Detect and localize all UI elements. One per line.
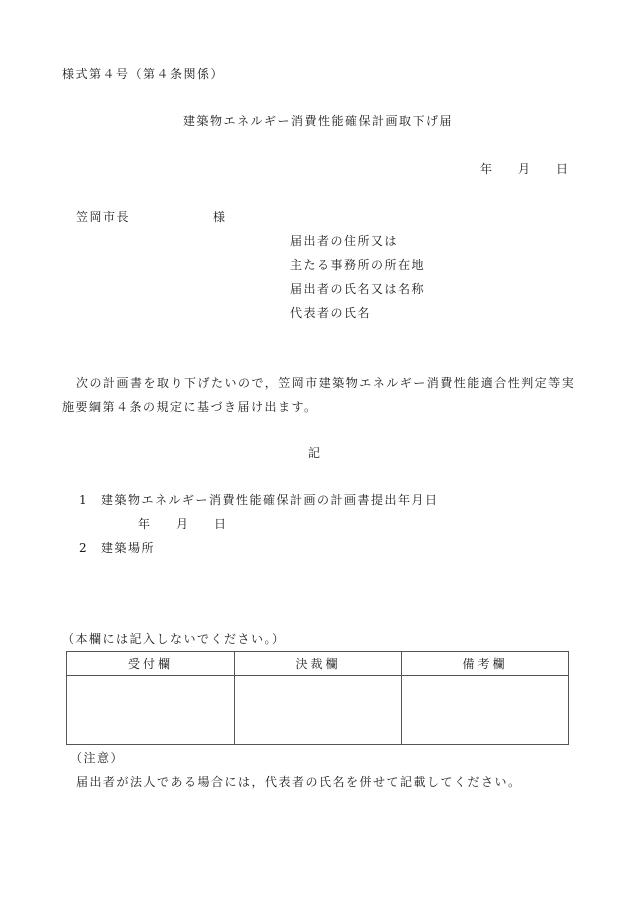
date-month: 月 [518, 162, 531, 176]
addressee-honorific: 様 [213, 210, 226, 224]
date-day: 日 [556, 162, 569, 176]
cell-reception [67, 676, 235, 745]
applicant-name-label: 届出者の氏名又は名称 [290, 282, 426, 296]
item-1-number: 1 [79, 493, 87, 507]
office-use-table [66, 651, 569, 745]
item-1-day: 日 [214, 517, 227, 531]
table-row [67, 676, 569, 745]
applicant-address-label: 届出者の住所又は [290, 234, 399, 248]
header-approval: 決裁欄 [235, 652, 402, 676]
caution-heading: （注意） [70, 751, 125, 765]
table-header-row [67, 652, 569, 676]
item-2-number: 2 [79, 541, 87, 555]
body-line-2: 施要綱第４条の規定に基づき届け出ます。 [62, 400, 318, 414]
cell-remarks [402, 676, 569, 745]
representative-name-label: 代表者の氏名 [290, 306, 372, 320]
office-use-note: （本欄には記入しないでください。） [62, 632, 286, 646]
date-year: 年 [480, 162, 493, 176]
item-2-label: 建築場所 [101, 541, 156, 555]
header-remarks: 備考欄 [402, 652, 569, 676]
body-line-1: 次の計画書を取り下げたいので，笠岡市建築物エネルギー消費性能適合性判定等実 [76, 376, 576, 390]
item-1-label: 建築物エネルギー消費性能確保計画の計画書提出年月日 [101, 493, 439, 507]
item-1-month: 月 [176, 517, 189, 531]
ki-heading: 記 [308, 446, 321, 460]
item-1-year: 年 [138, 517, 151, 531]
form-number: 様式第４号（第４条関係） [62, 67, 225, 81]
cell-approval [235, 676, 402, 745]
document-title: 建築物エネルギー消費性能確保計画取下げ届 [183, 114, 454, 128]
header-reception: 受付欄 [67, 652, 235, 676]
applicant-office-label: 主たる事務所の所在地 [290, 258, 426, 272]
addressee-name: 笠岡市長 [76, 210, 131, 224]
caution-text: 届出者が法人である場合には，代表者の氏名を併せて記載してください。 [76, 775, 522, 789]
